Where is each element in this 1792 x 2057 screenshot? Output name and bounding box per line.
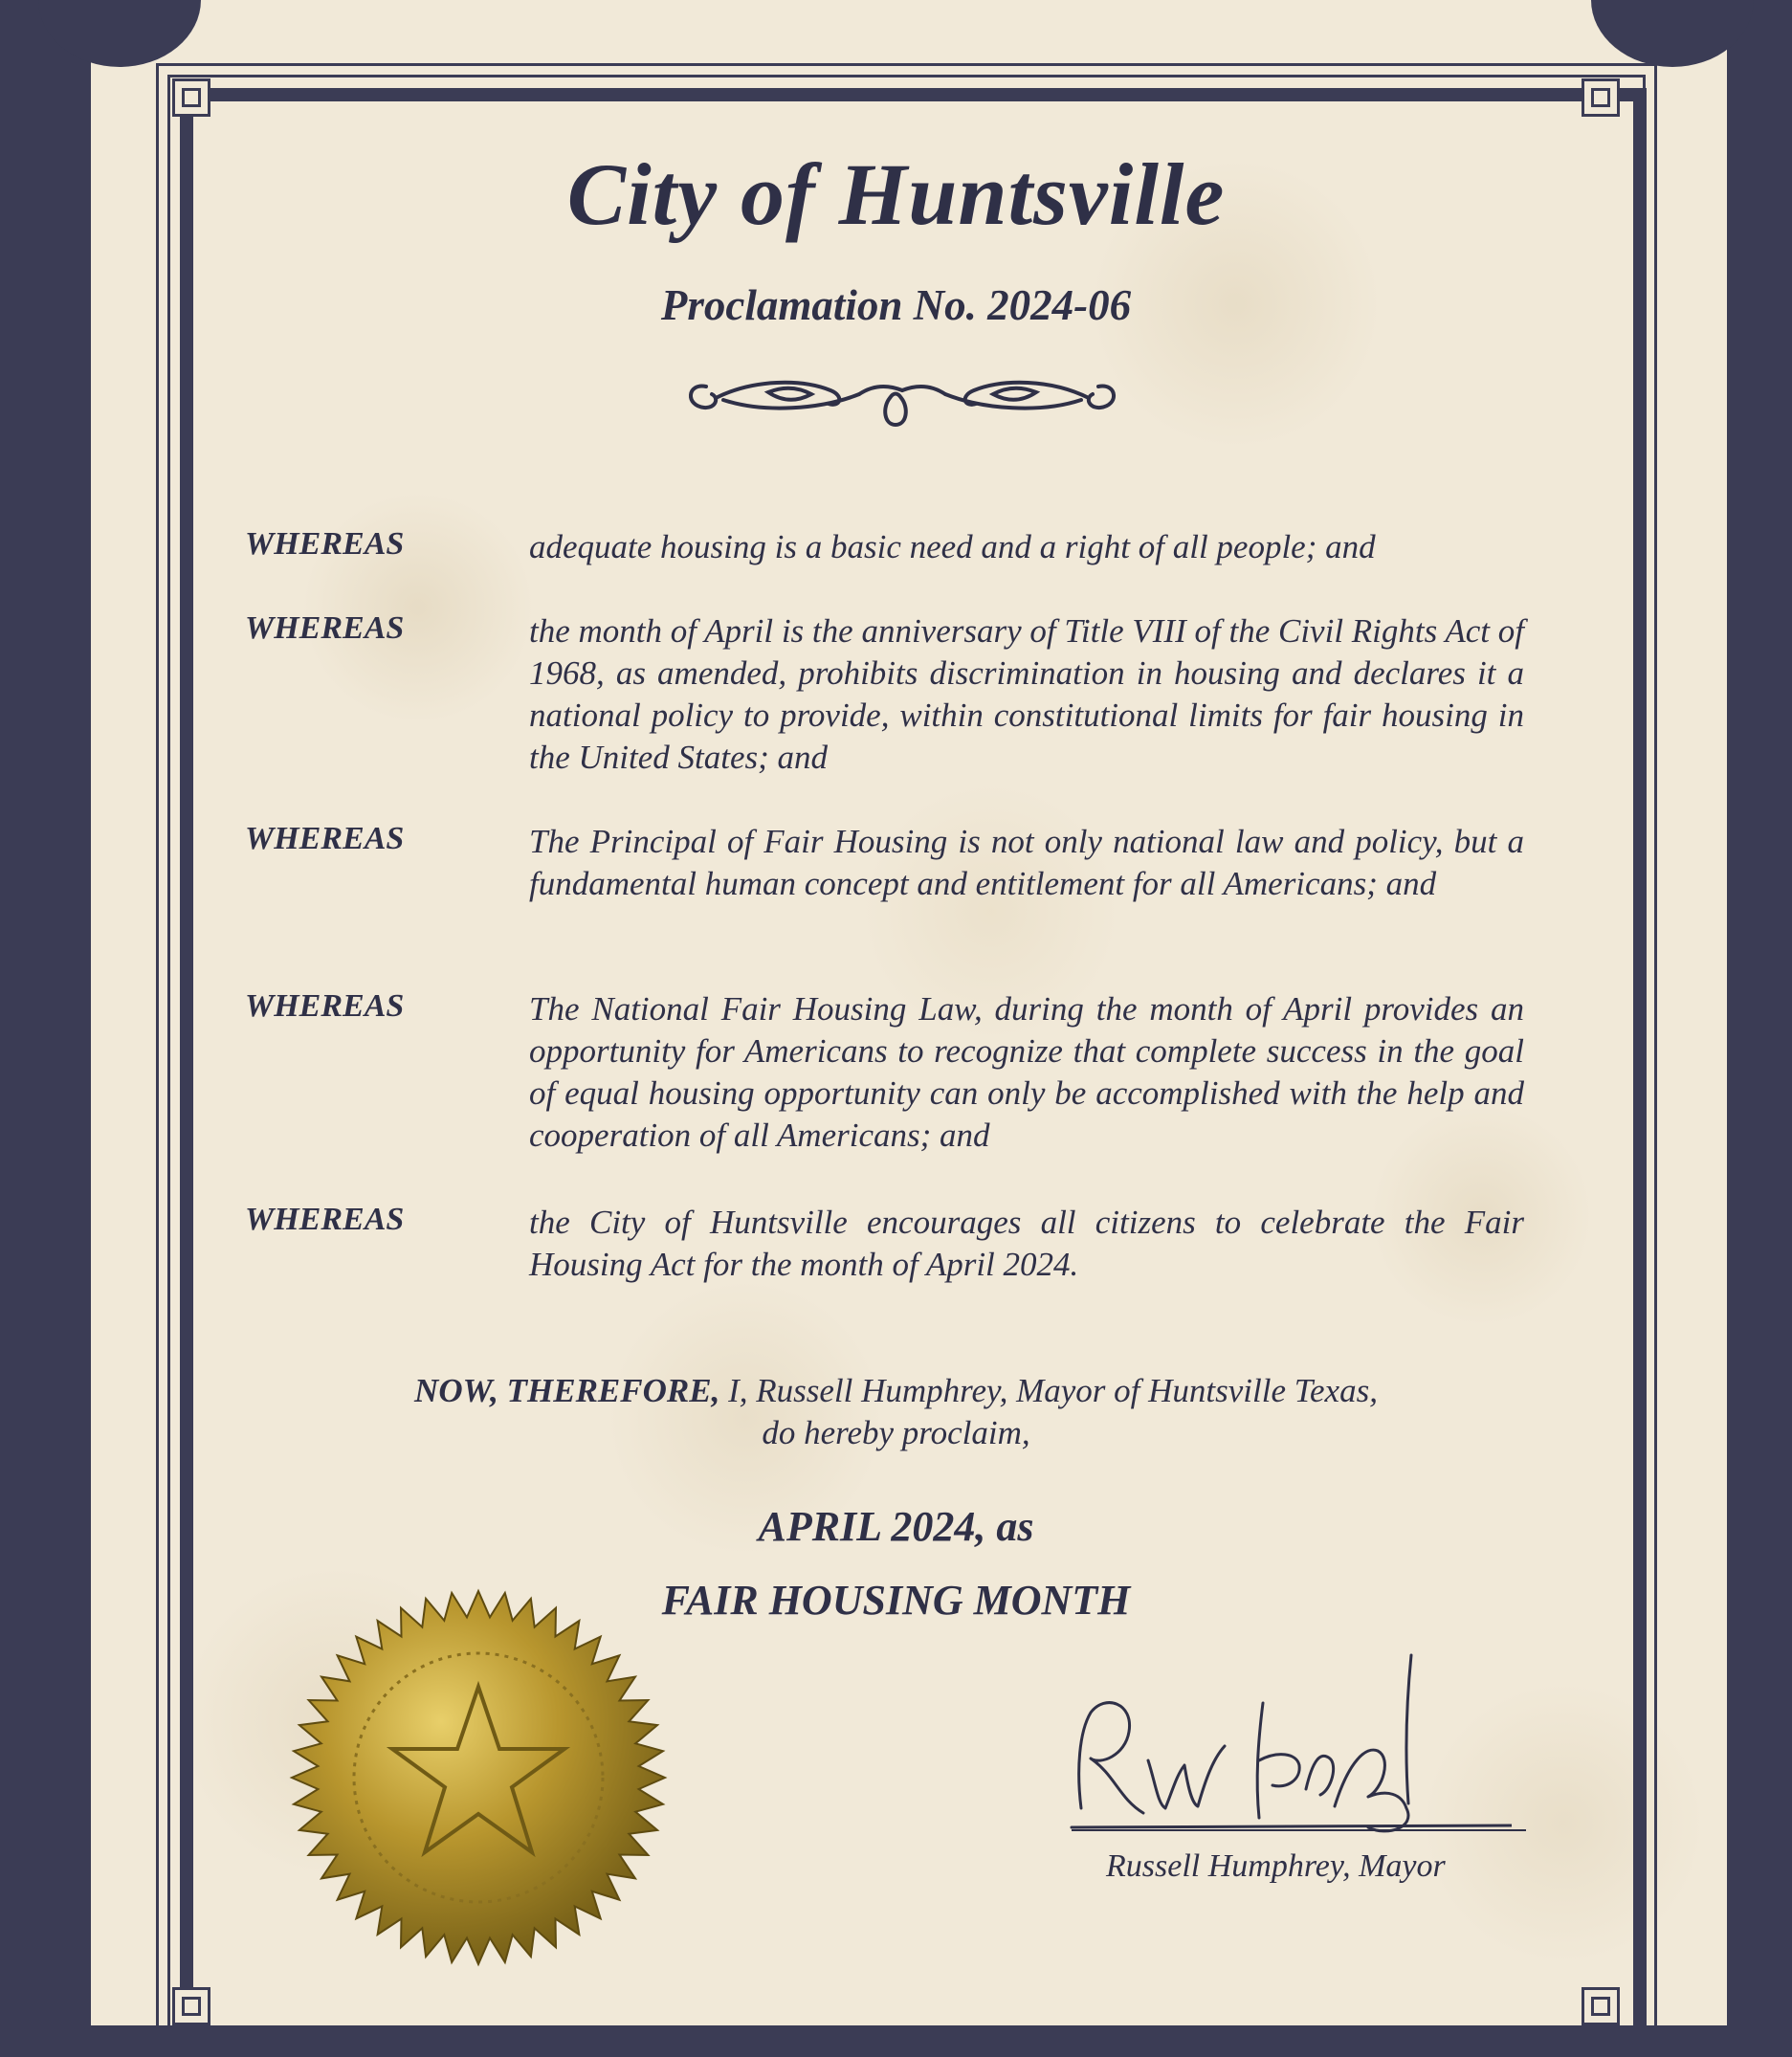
now-therefore-lead: NOW, THEREFORE, [414,1372,720,1409]
corner-ornament-top-left [172,78,210,117]
whereas-label: WHEREAS [245,1202,405,1237]
gold-seal-icon [287,1586,670,1969]
whereas-text: the month of April is the anniversary of Title VIII of the Civil Rights Act of 1968, as amended, prohibits discrimination in housing and declares it a national policy to provide, within constitutional limits for fair housing in the United States; and [529,612,1524,776]
whereas-label: WHEREAS [245,526,405,562]
proclaimed-observance: FAIR HOUSING MONTH [661,1577,1131,1624]
corner-ornament-top-right [1582,78,1620,117]
whereas-label: WHEREAS [245,988,405,1024]
whereas-label: WHEREAS [245,821,405,856]
whereas-text: The Principal of Fair Housing is not only national law and policy, but a fundamental human concept and entitlement for all Americans; and [529,823,1524,902]
whereas-text: adequate housing is a basic need and a right of all people; and [529,528,1376,565]
proclaimed-date: APRIL 2024, as [758,1503,1034,1550]
document-title: City of Huntsville [566,145,1226,243]
whereas-text: the City of Huntsville encourages all citizens to celebrate the Fair Housing Act for the month of April 2024. [529,1204,1524,1283]
proclamation-line-2: do hereby proclaim, [762,1414,1030,1451]
corner-ornament-bottom-right [1582,1987,1620,2025]
whereas-text: The National Fair Housing Law, during the month of April provides an opportunity for Americans to recognize that complete success in the goal of equal housing opportunity can only be accomplished with the help and cooperation of all Americans; and [529,990,1524,1154]
whereas-label: WHEREAS [245,610,405,646]
flourish-divider-icon [677,365,1127,432]
mayor-signature [1062,1646,1512,1847]
signature-line [1072,1829,1526,1831]
proclamation-statement [0,1370,1792,1454]
corner-ornament-bottom-left [172,1987,210,2025]
proclamation-line-1: I, Russell Humphrey, Mayor of Huntsville Texas, [719,1372,1378,1409]
proclamation-number: Proclamation No. 2024-06 [660,281,1132,329]
signer-name: Russell Humphrey, Mayor [1106,1848,1446,1884]
